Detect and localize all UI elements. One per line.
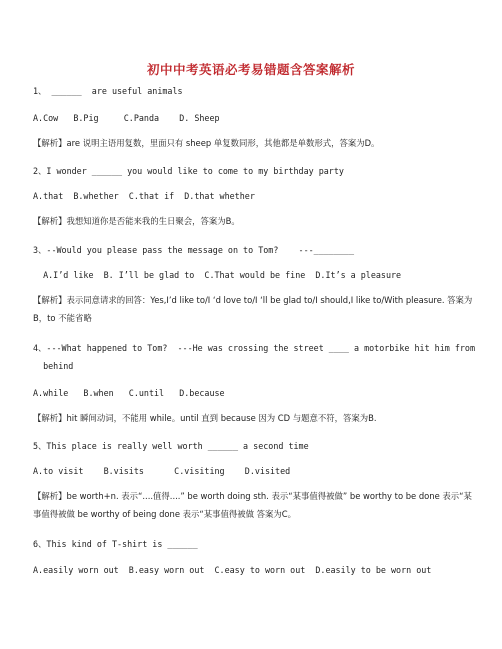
question-1-analysis: 【解析】are 说明主语用复数，里面只有 sheep 单复数同形，其他都是单数形式，答案为D。 [33,138,380,148]
question-4-options: A.while B.when C.until D.because [33,388,225,398]
document-title: 初中中考英语必考易错题含答案解析 [146,62,355,77]
question-4-analysis: 【解析】hit 瞬间动词，不能用 while。until 直到 because 因为 CD 与题意不符，答案为B. [33,413,377,423]
question-4-line-2: behind [33,361,74,371]
question-3: 3、--Would you please pass the message on to Tom? ---________ [33,245,354,255]
question-4-line-1: 4、---What happened to Tom? ---He was crossing the street ____ a motorbike hit him from [33,343,476,353]
question-1: 1、 ______ are useful animals [33,86,183,96]
question-5-options: A.to visit B.visits C.visiting D.visited [33,466,291,476]
question-3-analysis: 【解析】表示同意请求的回答：Yes,I’d like to/I ‘d love to/I ‘ll be glad to/I should,I like to/With pleasure. 答案为B，to 不能省略 [33,295,473,323]
question-2-options: A.that B.whether C.that if D.that whether [33,191,255,201]
question-5: 5、This place is really well worth ______ a second time [33,441,309,451]
question-6-options: A.easily worn out B.easy worn out C.easy to worn out D.easily to be worn out [33,565,432,575]
question-6: 6、This kind of T-shirt is ______ [33,539,198,549]
question-5-analysis: 【解析】be worth+n. 表示“....值得....” be worth doing sth. 表示“某事值得被做” be worthy to be done 表示“某事值得被做 be worthy of being done 表示“某事值得被做 答案为C。 [33,491,472,519]
question-2: 2、I wonder ______ you would like to come to my birthday party [33,166,344,176]
question-3-options: A.I’d like B. I’ll be glad to C.That would be fine D.It’s a pleasure [33,270,402,280]
question-2-analysis: 【解析】我想知道你是否能来我的生日聚会，答案为B。 [33,216,240,226]
question-1-options: A.Cow B.Pig C.Panda D. Sheep [33,113,220,123]
